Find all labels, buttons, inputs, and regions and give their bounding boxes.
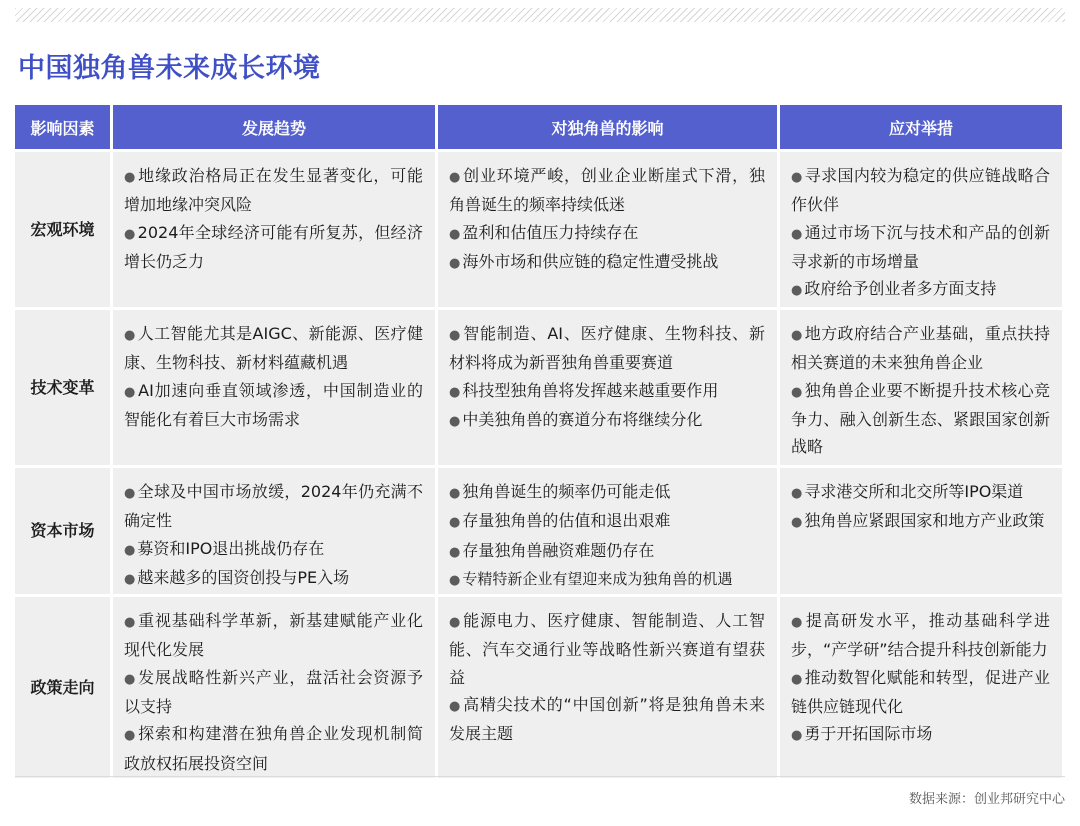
list-item: ● 独角兽诞生的频率仍可能走低 (449, 482, 671, 501)
list-item: ● 寻求港交所和北交所等IPO渠道 (791, 482, 1024, 501)
bullet-icon: ● (449, 515, 461, 531)
list-item: ● 专精特新企业有望迎来成为独角兽的机遇 (449, 569, 733, 588)
list-item: ● 寻求国内较为稳定的供应链战略合作伙伴 (791, 166, 1050, 215)
factor-cell: 宏观环境 (15, 152, 110, 307)
list-item: ● 重视基础科学革新，新基建赋能产业化现代化发展 (124, 611, 423, 660)
list-item: ● 创业环境严峻，创业企业断崖式下滑，独角兽诞生的频率持续低迷 (449, 166, 765, 215)
bullet-icon: ● (791, 170, 803, 185)
list-item: ● 全球及中国市场放缓，2024年仍充满不确定性 (124, 482, 423, 531)
header-measures: 应对举措 (780, 105, 1062, 149)
bullet-icon: ● (791, 226, 803, 242)
bullet-icon: ● (449, 170, 462, 185)
factor-cell: 资本市场 (15, 468, 110, 594)
list-item: ● 独角兽企业要不断提升技术核心竞争力、融入创新生态、紧跟国家创新战略 (791, 380, 1050, 457)
table-row (15, 310, 1062, 465)
growth-environment-table (12, 102, 1065, 781)
measures-cell (780, 597, 1062, 778)
bullet-icon: ● (124, 671, 137, 687)
list-item: ● 地方政府结合产业基础，重点扶持相关赛道的未来独角兽企业 (791, 324, 1050, 373)
list-item: ● 高精尖技术的“中国创新”将是独角兽未来发展主题 (449, 695, 765, 744)
table-row (15, 468, 1062, 594)
list-item: ● 越来越多的国资创投与PE入场 (124, 567, 350, 587)
list-item: ● 存量独角兽的估值和退出艰难 (449, 511, 671, 531)
bullet-icon: ● (449, 255, 461, 271)
trend-cell (113, 152, 435, 307)
impact-cell (438, 310, 777, 465)
list-item: ● 发展战略性新兴产业，盘活社会资源予以支持 (124, 667, 423, 717)
bullet-icon: ● (124, 170, 137, 185)
list-item: ● 独角兽应紧跟国家和地方产业政策 (791, 511, 1045, 531)
bottom-divider (15, 776, 1065, 777)
list-item: ● 政府给予创业者多方面支持 (791, 279, 997, 299)
header-trend: 发展趋势 (113, 105, 435, 149)
list-item: ● 推动数智化赋能和转型，促进产业链供应链现代化 (791, 667, 1050, 717)
table-row (15, 152, 1062, 307)
header-factor: 影响因素 (15, 105, 110, 149)
bullet-icon: ● (791, 486, 803, 501)
list-item: ● 存量独角兽融资难题仍存在 (449, 540, 655, 560)
bullet-icon: ● (449, 384, 461, 400)
impact-cell (438, 597, 777, 778)
bullet-icon: ● (449, 615, 462, 631)
list-item: ● 通过市场下沉与技术和产品的创新寻求新的市场增量 (791, 222, 1050, 271)
impact-cell (438, 152, 777, 307)
measures-cell (780, 468, 1062, 594)
list-item: ● 人工智能尤其是AIGC、新能源、医疗健康、生物科技、新材料蕴藏机遇 (124, 324, 423, 373)
bullet-icon: ● (449, 544, 461, 560)
bullet-icon: ● (124, 384, 137, 400)
header-impact: 对独角兽的影响 (438, 105, 777, 149)
list-item: ● 盈利和估值压力持续存在 (449, 222, 639, 242)
bullet-icon: ● (791, 328, 803, 343)
bullet-icon: ● (449, 413, 461, 429)
list-item: ● 勇于开拓国际市场 (791, 724, 933, 744)
list-item: ● 中美独角兽的赛道分布将继续分化 (449, 409, 703, 429)
bullet-icon: ● (449, 572, 461, 588)
decorative-hatch-band (15, 8, 1065, 22)
source-note: 数据来源：创业邦研究中心 (908, 792, 1065, 807)
list-item: ● AI加速向垂直领域渗透，中国制造业的智能化有着巨大市场需求 (124, 380, 423, 429)
bullet-icon: ● (449, 699, 462, 715)
list-item: ● 探索和构建潜在独角兽企业发现机制简政放权拓展投资空间 (124, 724, 423, 773)
bullet-icon: ● (124, 728, 137, 744)
list-item: ● 科技型独角兽将发挥越来越重要作用 (449, 380, 719, 400)
list-item: ● 募资和IPO退出挑战仍存在 (124, 538, 325, 558)
bullet-icon: ● (791, 728, 803, 744)
trend-cell (113, 597, 435, 778)
list-item: ● 能源电力、医疗健康、智能制造、人工智能、汽车交通行业等战略性新兴赛道有望获益 (449, 611, 765, 687)
bullet-icon: ● (791, 283, 803, 299)
bullet-icon: ● (124, 486, 136, 501)
trend-cell (113, 310, 435, 465)
list-item: ● 提高研发水平，推动基础科学进步，“产学研”结合提升科技创新能力 (791, 611, 1050, 660)
bullet-icon: ● (449, 226, 461, 242)
bullet-icon: ● (449, 328, 462, 343)
bullet-icon: ● (124, 226, 136, 242)
bullet-icon: ● (449, 486, 461, 501)
bullet-icon: ● (791, 515, 803, 531)
bullet-icon: ● (791, 615, 804, 631)
page-title: 中国独角兽未来成长环境 (18, 53, 321, 84)
factor-cell: 技术变革 (15, 310, 110, 465)
bullet-icon: ● (124, 328, 136, 343)
list-item: ● 2024年全球经济可能有所复苏，但经济增长仍乏力 (124, 222, 423, 271)
table-header-row (15, 105, 1062, 149)
bullet-icon: ● (124, 542, 136, 558)
trend-cell (113, 468, 435, 594)
bullet-icon: ● (124, 571, 136, 587)
table-row (15, 597, 1062, 778)
factor-cell: 政策走向 (15, 597, 110, 778)
impact-cell (438, 468, 777, 594)
measures-cell (780, 310, 1062, 465)
list-item: ● 智能制造、AI、医疗健康、生物科技、新材料将成为新晋独角兽重要赛道 (449, 324, 766, 373)
bullet-icon: ● (791, 384, 803, 400)
bullet-icon: ● (124, 615, 137, 631)
list-item: ● 海外市场和供应链的稳定性遭受挑战 (449, 251, 719, 271)
bullet-icon: ● (791, 671, 803, 687)
list-item: ● 地缘政治格局正在发生显著变化，可能增加地缘冲突风险 (124, 166, 423, 215)
measures-cell (780, 152, 1062, 307)
